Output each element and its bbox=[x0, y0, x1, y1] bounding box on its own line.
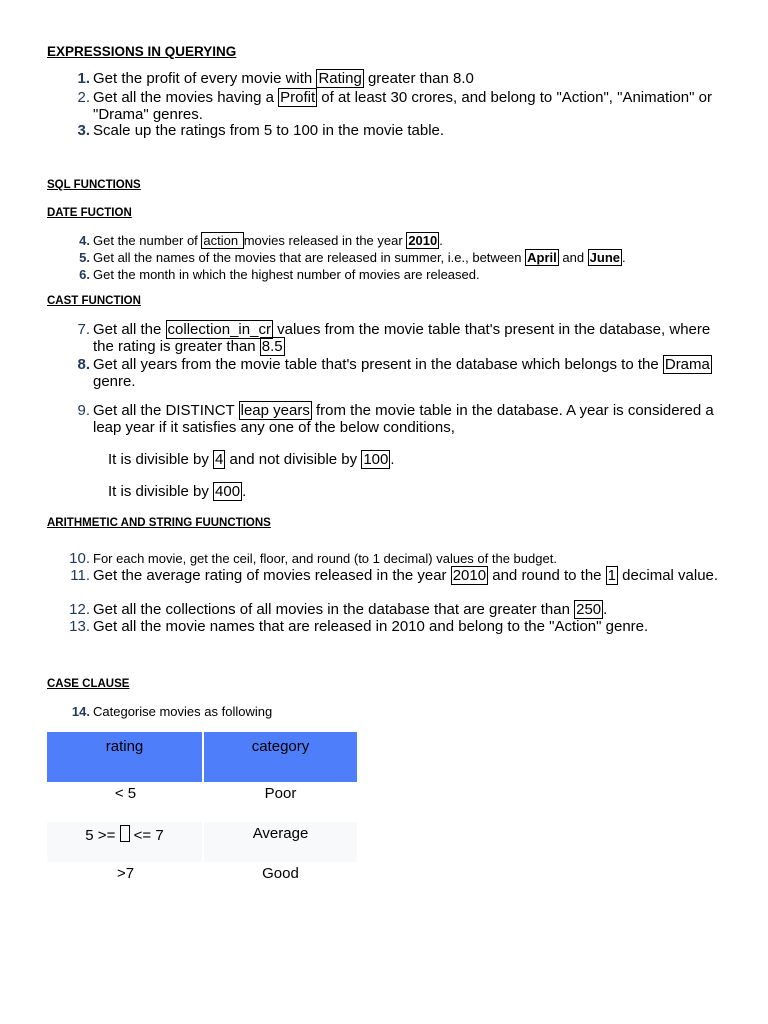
table-row bbox=[47, 822, 357, 862]
empty-placeholder-box bbox=[120, 825, 130, 842]
item-number: 3. bbox=[77, 122, 90, 139]
item-text: Get all the collections of all movies in the database that are greater than 250 . bbox=[93, 601, 608, 618]
item-text: Get all the movies having a Profit of at least 30 crores, and belong to "Action", "Animation" or "Drama" genres. bbox=[93, 89, 712, 123]
item-number: 9. bbox=[77, 402, 90, 419]
item-number: 4. bbox=[79, 233, 90, 248]
item-text: Get all the collection_in_cr values from the movie table that's present in the database, where the rating is greater than 8.5 bbox=[93, 321, 711, 355]
item-number: 6. bbox=[79, 267, 90, 282]
item-number: 2. bbox=[77, 89, 90, 106]
heading-sql-functions: SQL FUNCTIONS bbox=[47, 179, 141, 191]
item-text: Get all the DISTINCT leap years from the movie table in the database. A year is considered a leap year if it satisfies any one of the below conditions, bbox=[93, 402, 714, 436]
item-text: For each movie, get the ceil, floor, and round (to 1 decimal) values of the budget. bbox=[93, 551, 557, 566]
category-table bbox=[47, 732, 357, 902]
item-number: 14. bbox=[71, 704, 90, 719]
item-number: 8. bbox=[77, 356, 90, 373]
item-text: Get the month in which the highest number of movies are released. bbox=[93, 267, 480, 282]
item-number: 5. bbox=[79, 250, 90, 265]
heading-date-function: DATE FUCTION bbox=[47, 207, 132, 219]
cell-rating: >7 bbox=[116, 865, 135, 882]
table-row bbox=[47, 782, 357, 822]
item-number: 13. bbox=[69, 618, 90, 635]
heading-cast-function: CAST FUNCTION bbox=[47, 295, 141, 307]
heading-expressions: EXPRESSIONS IN QUERYING bbox=[47, 44, 237, 59]
leap-condition-2: It is divisible by 400 . bbox=[108, 483, 247, 500]
table-header-row bbox=[47, 732, 357, 782]
header-rating: rating bbox=[47, 732, 204, 782]
leap-condition-1: It is divisible by 4 and not divisible by 100 . bbox=[108, 451, 395, 468]
item-text: Categorise movies as following bbox=[93, 704, 273, 719]
cell-category: Average bbox=[204, 822, 357, 862]
heading-case-clause: CASE CLAUSE bbox=[47, 678, 130, 690]
cell-rating: 5 >= <= 7 bbox=[47, 822, 204, 862]
item-number: 11. bbox=[70, 567, 90, 584]
item-text: Get the profit of every movie with Rating greater than 8.0 bbox=[93, 70, 474, 87]
item-number: 12. bbox=[69, 601, 90, 618]
item-number: 1. bbox=[77, 70, 90, 87]
item-text: Scale up the ratings from 5 to 100 in the movie table. bbox=[93, 122, 445, 139]
item-text: Get all years from the movie table that's present in the database which belongs to the Drama genre. bbox=[93, 356, 710, 390]
table-row bbox=[47, 862, 357, 902]
header-category: category bbox=[204, 732, 357, 782]
heading-arith-string: ARITHMETIC AND STRING FUUNCTIONS bbox=[47, 517, 271, 529]
item-text: Get all the movie names that are released in 2010 and belong to the "Action" genre. bbox=[93, 618, 649, 635]
cell-category: Poor bbox=[264, 785, 297, 802]
item-number: 7. bbox=[77, 321, 90, 338]
item-text: Get the number of action movies released in the year 2010 . bbox=[93, 233, 443, 248]
cell-rating: < 5 bbox=[114, 785, 137, 802]
item-number: 10. bbox=[69, 550, 90, 567]
item-text: Get all the names of the movies that are released in summer, i.e., between April and June . bbox=[93, 250, 626, 265]
cell-category: Good bbox=[262, 865, 299, 882]
item-text: Get the average rating of movies released in the year 2010 and round to the 1 decimal value. bbox=[93, 567, 719, 584]
